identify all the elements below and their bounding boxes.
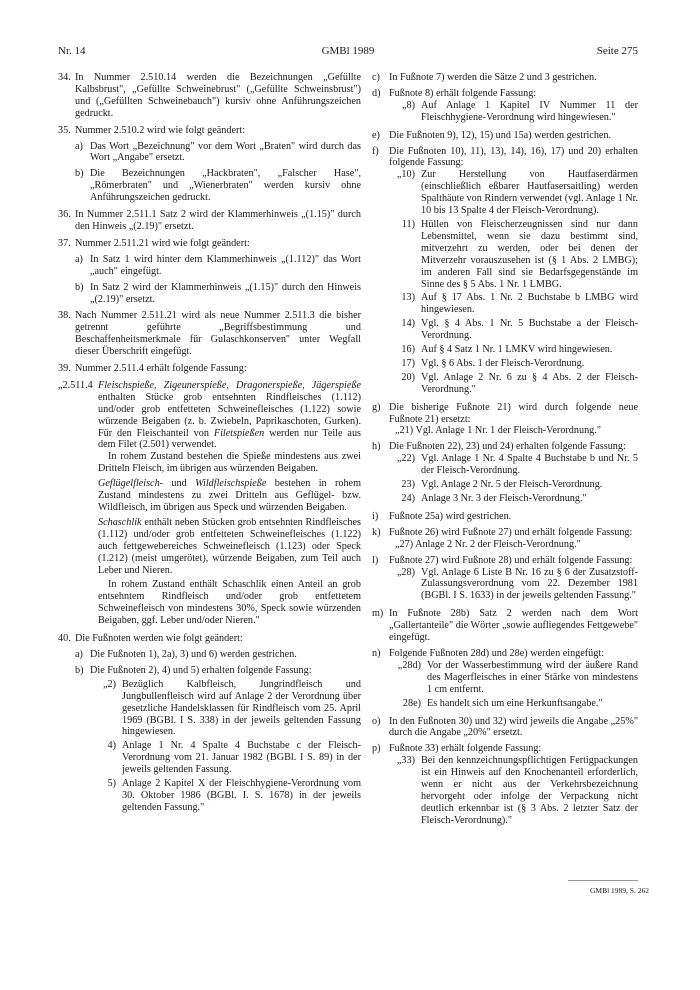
emphasis: Schaschlik — [98, 516, 142, 528]
footnote-text: Vgl. Anlage 1 Nr. 4 Spalte 4 Buchstabe b und Nr. 5 der Fleisch-Verordnung. — [421, 453, 638, 477]
item-text: Nach Nummer 2.511.21 wird als neue Nummer 2.511.3 die bisher getrennt geführte „Begriffsbestimmung und Beschaffenheitsmerkmale für Gulaschkonserven" unter Wegfall dieser Überschrift eingefügt. — [75, 310, 361, 358]
gazette-title: GMBl 1989 — [321, 45, 375, 57]
footnote-text: Anlage 1 Nr. 4 Spalte 4 Buchstabe c der Fleisch-Verordnung vom 21. Januar 1982 (BGBl. I S. 89) in der jeweils geltenden Fassung. — [122, 740, 361, 776]
amendment-text: Fußnote 26) wird Fußnote 27) und erhält folgende Fassung: — [389, 526, 633, 538]
amendment-label: m) — [372, 608, 384, 620]
footnote-label: 4) — [107, 740, 116, 752]
amendment-p — [372, 743, 638, 828]
footnote-text: Hüllen von Fleischerzeugnissen sind nur dann Lebensmittel, wenn sie dazu bestimmt sind, mitverzehrt zu werden, oder bei denen der Mitverzehr vorauszusehen ist (§ 1 Abs. 2 LMBG); im anderen Fall sind sie Bedarfsgegenstände im Sinne des § 5 Abs. 1 Nr. 1 LMBG. — [421, 218, 638, 290]
amendment-k — [372, 527, 638, 551]
amendment-text: Fußnote 27) wird Fußnote 28) und erhält folgende Fassung: — [389, 554, 633, 566]
footnote-block — [90, 679, 361, 814]
item-number: 35. — [58, 124, 71, 136]
footnote-label: „22) — [396, 453, 415, 465]
item-37 — [58, 238, 361, 306]
footnote-label: 24) — [401, 493, 415, 504]
item-number: 36. — [58, 209, 71, 221]
amendment-text: Die Fußnoten 9), 12), 15) und 15a) werden gestrichen. — [389, 129, 612, 141]
footnote-label: „10) — [396, 169, 415, 181]
item-number: 40. — [58, 633, 71, 645]
emphasis: Geflügelfleisch- — [98, 478, 164, 490]
section-paragraph: In rohem Zustand bestehen die Spieße mindestens aus zwei Dritteln Fleisch, im übrigen aus würzenden Beigaben. — [98, 451, 361, 475]
item-text: Nummer 2.511.4 erhält folgende Fassung: — [75, 363, 247, 375]
item-number: 38. — [58, 310, 71, 322]
footnote-text: Vor der Wasserbestimmung wird der äußere Rand des Magerfleisches in einer Stärke von mindestens 1 cm entfernt. — [427, 659, 638, 695]
text-run: bestehen in rohem Zustand mindestens zu zwei Dritteln aus Geflügel- bzw. Wildfleisch, im übrigen aus Speck und würzenden Beigaben. — [98, 478, 362, 513]
section-paragraph: In rohem Zustand enthält Schaschlik einen Anteil an grob entsehntem Rindfleisch und/oder grob entfettetem Schweinefleisch von mindestens 30%, Speck sowie würzenden Beigaben, ggf. Leber und/oder Nieren." — [98, 579, 361, 627]
amendment-text: Folgende Fußnoten 28d) und 28e) werden eingefügt: — [389, 647, 605, 659]
footnote-label: 28e) — [402, 697, 421, 709]
sub-item-text: Die Bezeichnungen „Hackbraten", „Falscher Hase", „Römerbraten" und „Wienerbraten" werden kursiv ohne Anführungszeichen gedruckt. — [90, 168, 361, 204]
amendment-n — [372, 648, 638, 712]
footnote-33 — [389, 755, 638, 826]
amendment-text: In Fußnote 7) werden die Sätze 2 und 3 gestrichen. — [389, 72, 597, 83]
issue-number: Nr. 14 — [58, 45, 86, 57]
footnote-label: 23) — [401, 479, 415, 491]
section-2-511-4 — [58, 380, 361, 451]
item-39 — [58, 363, 361, 375]
amendment-m — [372, 608, 638, 644]
footnote-label: „8) — [401, 99, 415, 111]
item-text: In Nummer 2.511.1 Satz 2 wird der Klammerhinweis „(1.15)" durch den Hinweis „(2.19)" ersetzt. — [75, 209, 361, 232]
item-36 — [58, 209, 361, 233]
amendment-text: In Fußnote 28b) Satz 2 werden nach dem Wort „Gallertanteile" die Wörter „sowie aufliegendes Fettgewebe" eingefügt. — [389, 608, 638, 644]
footnote-2 — [90, 679, 361, 739]
footnote-text: Vgl. Anlage 2 Nr. 6 zu § 4 Abs. 2 der Fleisch-Verordnung." — [421, 371, 638, 395]
footnote-text: Vgl. Anlage 2 Nr. 5 der Fleisch-Verordnung. — [421, 479, 603, 491]
amendment-l — [372, 555, 638, 605]
amendment-label: n) — [372, 647, 381, 659]
footnote-22 — [389, 453, 638, 477]
amendment-c — [372, 72, 638, 84]
amendment-label: d) — [372, 87, 381, 99]
footnote-text: Zur Herstellung von Hautfaserdärmen (einschließlich eßbarer Hautfasersaitling) werden Spalthäute von Rindern verwendet (vgl. Anlage 1 Nr. 10 bis 13 Spalte 4 der Fleisch-Verordnung). — [421, 169, 639, 217]
amendment-label: k) — [372, 526, 381, 538]
emphasis: Filetspießen — [213, 427, 265, 439]
item-number: 37. — [58, 237, 71, 249]
amendment-d — [372, 88, 638, 126]
emphasis: Fleischspieße, Zigeunerspieße, Dragonerspieße, Jägerspieße — [98, 379, 361, 391]
footnote-text: Es handelt sich um eine Herkunftsangabe." — [427, 697, 603, 709]
footnote-17 — [389, 358, 638, 370]
section-paragraph — [98, 478, 361, 514]
footnote-28 — [389, 567, 638, 603]
footnote-label: 17) — [401, 357, 415, 369]
sub-item-label: a) — [75, 253, 83, 265]
footer-divider — [568, 880, 638, 881]
right-column — [372, 72, 638, 833]
amendment-text: Fußnote 8) erhält folgende Fassung: — [389, 87, 537, 99]
item-number: 34. — [58, 72, 71, 83]
amendment-i — [372, 511, 638, 523]
sub-item-text: In Satz 1 wird hinter dem Klammerhinweis „(1.112)" das Wort „auch" eingefügt. — [90, 253, 361, 277]
footnote-text: Bezüglich Kalbfleisch, Jungrindfleisch und Jungbullenfleisch wird auf Anlage 2 der Verordnung über gesetzliche Handelsklassen für Rindfleisch vom 25. April 1969 (BGBl. I S. 338) in der jeweils geltenden Fassung hingewiesen. — [122, 678, 361, 738]
page-header — [58, 46, 638, 60]
footnote-label: „28d) — [397, 659, 421, 671]
footnote-label: 11) — [401, 218, 415, 230]
sub-item-label: a) — [75, 140, 83, 152]
amendment-text: Die Fußnoten 22), 23) und 24) erhalten folgende Fassung: — [389, 441, 626, 453]
sub-item-text: Das Wort „Bezeichnung" vor dem Wort „Braten" wird durch das Wort „Angabe" ersetzt. — [90, 140, 361, 164]
sub-item-a — [75, 254, 361, 278]
amendment-text: Fußnote 33) erhält folgende Fassung: — [389, 743, 542, 755]
amendment-e — [372, 130, 638, 142]
footnote-text: Anlage 3 Nr. 3 der Fleisch-Verordnung." — [421, 493, 587, 504]
amendment-text: Fußnote 25a) wird gestrichen. — [389, 510, 512, 522]
item-text: Nummer 2.511.21 wird wie folgt geändert: — [75, 237, 250, 249]
item-34 — [58, 72, 361, 120]
item-38 — [58, 310, 361, 358]
emphasis: Wildfleischspieße — [195, 478, 267, 490]
footnote-28d — [389, 660, 638, 696]
sub-item-a — [75, 649, 361, 661]
amendment-label: f) — [372, 145, 379, 157]
amendment-label: i) — [372, 510, 379, 522]
footer-reference: GMBl 1989, S. 262 — [590, 886, 649, 895]
footnote-label: 20) — [401, 371, 415, 383]
page-number: Seite 275 — [596, 45, 638, 57]
amendment-label: h) — [372, 441, 381, 453]
text-run: werden nur Teile aus dem Filet (2.501) verwendet. — [98, 427, 362, 451]
left-column — [58, 72, 361, 821]
footnote-10 — [389, 169, 638, 217]
amendment-label: o) — [372, 715, 381, 727]
footnote-24 — [389, 493, 638, 505]
item-35 — [58, 125, 361, 204]
footnote-label: 5) — [107, 778, 116, 790]
footnote-4 — [90, 740, 361, 776]
amendment-label: c) — [372, 72, 380, 83]
text-run: enthält neben Stücken grob entsehnten Rindfleisches (1.112) und/oder grob entfetteten Schweinefleisches (1.122) auch fettgewebereiches Schweinefleisch (1.123) oder Speck (1.212) (meist umgerötet), würzende Beigaben, zum Teil auch Leber und Nieren. — [98, 516, 361, 576]
item-text: In Nummer 2.510.14 werden die Bezeichnungen „Gefüllte Kalbsbrust", „Gefüllte Schweinebrust" („Gefüllte Schweinsbrust") und („Gefüllten Schweinebauch") kursiv ohne Anführungszeichen gedruckt. — [75, 72, 361, 119]
footnote-23 — [389, 479, 638, 491]
footnote-text: Vgl. § 4 Abs. 1 Nr. 5 Buchstabe a der Fleisch-Verordnung. — [421, 318, 638, 342]
footnote-text: Vgl. Anlage 6 Liste B Nr. 16 zu § 6 der Zusatzstoff-Zulassungsverordnung vom 22. Dezember 1981 (BGBl. I S. 1633) in der jeweils geltenden Fassung." — [421, 566, 638, 602]
item-40 — [58, 633, 361, 816]
footnote-label: „28) — [396, 566, 415, 578]
item-text: Nummer 2.510.2 wird wie folgt geändert: — [75, 124, 246, 136]
footnote-label: 16) — [401, 344, 415, 356]
footnote-14 — [389, 318, 638, 342]
section-text-1 — [98, 380, 361, 451]
amendment-text: Die Fußnoten 10), 11), 13), 14), 16), 17) und 20) erhalten folgende Fassung: — [389, 145, 638, 169]
footnote-text: Vgl. § 6 Abs. 1 der Fleisch-Verordnung. — [421, 357, 585, 369]
footnote-text: Anlage 2 Kapitel X der Fleischhygiene-Verordnung vom 30. Oktober 1986 (BGBl. I. S. 1678) in der jeweils geltenden Fassung." — [122, 778, 361, 813]
section-number: „2.511.4 — [58, 379, 93, 391]
amendment-o — [372, 716, 638, 740]
footnote-text: Bei den kennzeichnungspflichtigen Fertigpackungen ist ein Hinweis auf den Knochenanteil erforderlich, wenn er nicht aus der Verkehrsbezeichnung hervorgeht oder infolge der Verpackung nicht deutlich erkennbar ist (§ 3 Abs. 2 letzter Satz der Fleisch-Verordnung)." — [421, 755, 638, 826]
sub-item-text: Die Fußnoten 1), 2a), 3) und 6) werden gestrichen. — [90, 648, 297, 660]
text-run: enthalten Stücke grob entsehnten Rindfleisches (1.112) und/oder grob entfetteten Schweinefleisches (1.122) sowie würzende Beigaben (z. b. Zwiebeln, Paprikaschoten, Gurken). Für den Fleischanteil von — [98, 391, 361, 439]
sub-item-text: In Satz 2 wird der Klammerhinweis „(1.15)" durch den Hinweis „(2.19)" ersetzt. — [90, 281, 361, 305]
footnote-13 — [389, 292, 638, 316]
footnote-label: 14) — [401, 318, 415, 330]
sub-item-text: Die Fußnoten 2), 4) und 5) erhalten folgende Fassung: — [90, 664, 312, 676]
section-body — [98, 451, 361, 627]
footnote-text: Auf § 4 Satz 1 Nr. 1 LMKV wird hingewiesen. — [421, 344, 613, 356]
text-run: und — [163, 478, 196, 490]
amendment-f — [372, 146, 638, 398]
amendment-label: e) — [372, 129, 380, 141]
sub-item-label: b) — [75, 168, 84, 180]
footnote-11 — [389, 219, 638, 290]
amendment-text: In den Fußnoten 30) und 32) wird jeweils die Angabe „25%" durch die Angabe „20%" ersetzt. — [389, 715, 638, 739]
footnote-text: Auf § 17 Abs. 1 Nr. 2 Buchstabe b LMBG wird hingewiesen. — [421, 292, 638, 316]
footnote-label: „33) — [396, 755, 415, 767]
footnote-label: 13) — [401, 292, 415, 304]
sub-item-label: b) — [75, 281, 84, 293]
section-paragraph — [98, 517, 361, 577]
sub-item-b — [75, 168, 361, 204]
footnote-21: „21) Vgl. Anlage 1 Nr. 1 der Fleisch-Verordnung." — [395, 425, 601, 437]
amendment-label: p) — [372, 743, 381, 755]
footnote-16 — [389, 344, 638, 356]
sub-item-label: b) — [75, 664, 84, 676]
sub-item-label: a) — [75, 648, 83, 660]
footnote-20 — [389, 372, 638, 396]
footnote-27: „27) Anlage 2 Nr. 2 der Fleisch-Verordnung." — [395, 538, 581, 550]
footnote-label: „2) — [102, 678, 116, 690]
footnote-5 — [90, 778, 361, 814]
amendment-h — [372, 441, 638, 507]
footnote-28e — [389, 698, 638, 710]
sub-item-b — [75, 282, 361, 306]
item-text: Die Fußnoten werden wie folgt geändert: — [75, 633, 243, 645]
sub-item-a — [75, 141, 361, 165]
footnote-text: Auf Anlage 1 Kapitel IV Nummer 11 der Fleischhygiene-Verordnung wird hingewiesen." — [421, 99, 638, 123]
sub-item-b — [75, 665, 361, 677]
amendment-label: l) — [372, 554, 379, 566]
amendment-label: g) — [372, 401, 381, 413]
amendment-text: Die bisherige Fußnote 21) wird durch folgende neue Fußnote 21) ersetzt: — [389, 401, 638, 425]
amendment-g — [372, 402, 638, 438]
item-number: 39. — [58, 363, 71, 375]
footnote-8 — [389, 100, 638, 124]
